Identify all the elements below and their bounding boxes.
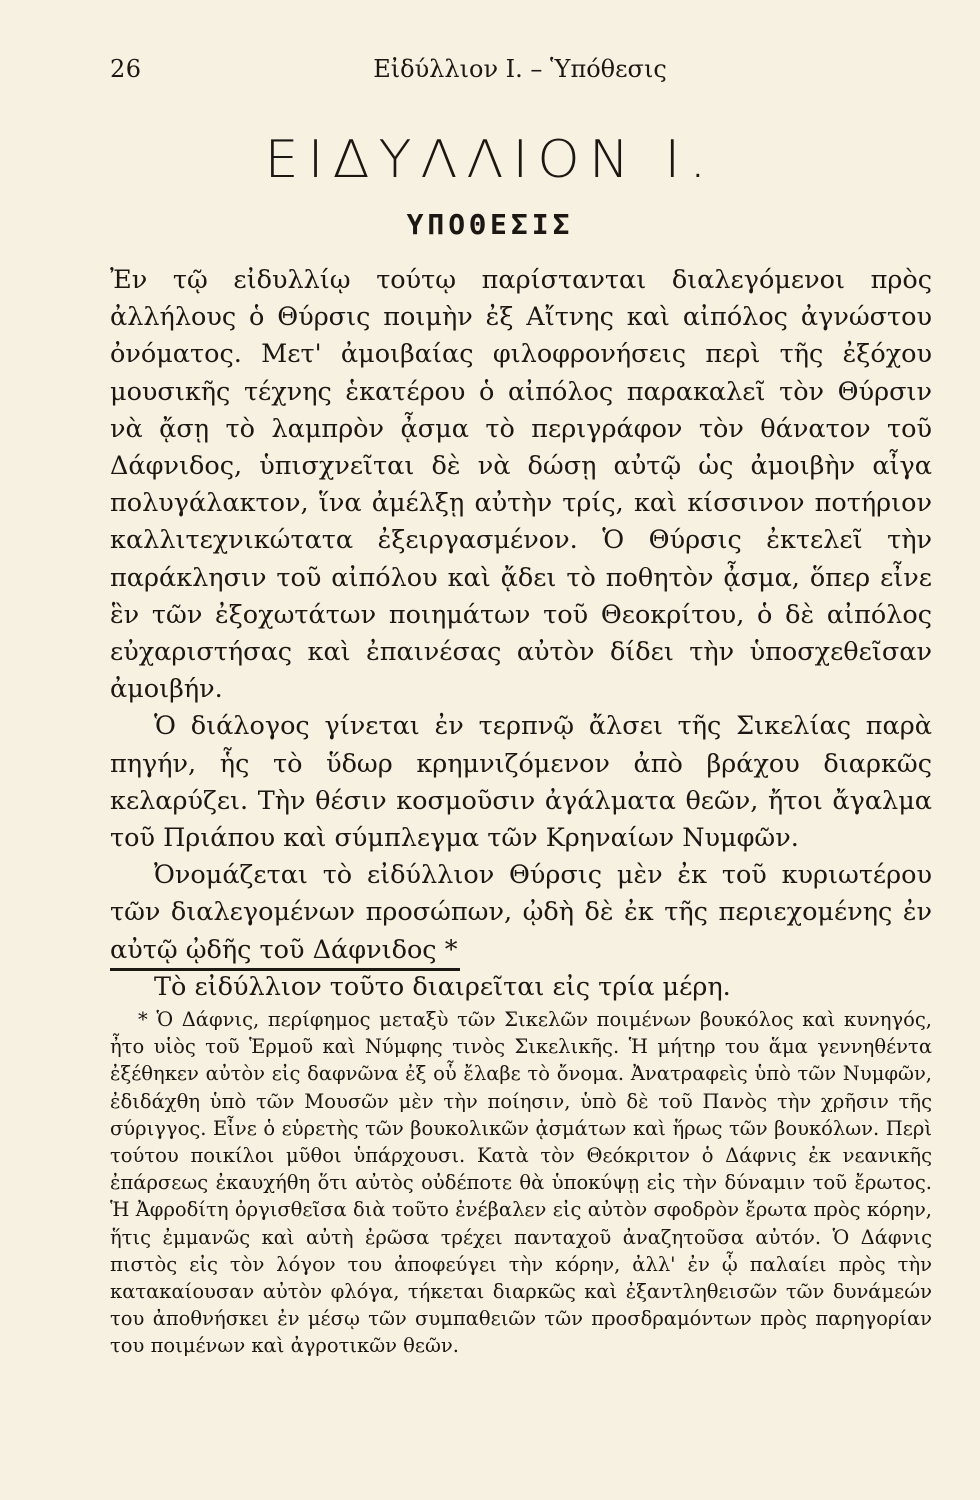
running-head: Εἰδύλλιον Ι. – Ὑπόθεσις	[373, 55, 667, 83]
footnote-divider	[110, 968, 460, 971]
section-subtitle: ΥΠΟΘΕΣΙΣ	[406, 208, 574, 241]
body-paragraph-2: Ὁ διάλογος γίνεται ἐν τερπνῷ ἄλσει τῆς Σικελίας παρὰ πηγήν, ἧς τὸ ὕδωρ κρημνιζόμενον ἀπὸ βράχου διαρκῶς κελαρύζει. Τὴν θέσιν κοσμοῦσιν ἀγάλματα θεῶν, ἤτοι ἄγαλμα τοῦ Πριάπου καὶ σύμπλεγμα τῶν Κρηναίων Νυμφῶν.	[110, 711, 932, 854]
body-paragraph-4: Τὸ εἰδύλλιον τοῦτο διαιρεῖται εἰς τρία μέρη.	[154, 971, 731, 1002]
footnote-text: * Ὁ Δάφνις, περίφημος μεταξὺ τῶν Σικελῶν ποιμένων βουκόλος καὶ κυνηγός, ἦτο υἱὸς τοῦ Ἑρμοῦ καὶ Νύμφης τινὸς Σικελικῆς. Ἡ μήτηρ του ἅμα γεννηθέντα ἐξέθηκεν αὐτὸν εἰς δαφνῶνα ἐξ οὗ ἔλαβε τὸ ὄνομα. Ἀνατραφεὶς ὑπὸ τῶν Νυμφῶν, ἐδιδάχθη ὑπὸ τῶν Μουσῶν μὲν τὴν ποίησιν, ὑπὸ δὲ τοῦ Πανὸς τὴν χρῆσιν τῆς σύριγγος. Εἶνε ὁ εὑρετὴς τῶν βουκολικῶν ᾀσμάτων καὶ ἥρως τῶν βουκόλων. Περὶ τούτου ποικίλοι μῦθοι ὑπάρχουσι. Κατὰ τὸν Θεόκριτον ὁ Δάφνις ἐκ νεανικῆς ἐπάρσεως ἐκαυχήθη ὅτι αὐτὸς οὐδέποτε θὰ ὑποκύψῃ εἰς τὴν δύναμιν τοῦ ἔρωτος. Ἡ Ἀφροδίτη ὀργισθεῖσα διὰ τοῦτο ἐνέβαλεν εἰς αὐτὸν σφοδρὸν ἔρωτα πρὸς κόρην, ἥτις ἐμμανῶς καὶ αὐτὴ ἐρῶσα τρέχει πανταχοῦ ἀναζητοῦσα αὐτόν. Ὁ Δάφνις πιστὸς εἰς τὸν λόγον του ἀποφεύγει τὴν κόρην, ἀλλ' ἐν ᾧ παλαίει πρὸς τὴν κατακαίουσαν αὐτὸν φλόγα, τήκεται διαρκῶς καὶ ἐξαντληθεισῶν τῶν δυνάμεών του ἀποθνήσκει ἐν μέσῳ τῶν συμπαθειῶν τῶν προσδραμόντων πρὸς παρηγορίαν του ποιμένων καὶ ἀγροτικῶν θεῶν.	[110, 1008, 932, 1358]
page-title: ΕΙΔΥΛΛΙΟΝ Ι.	[264, 129, 716, 190]
body-paragraph-3: Ὀνομάζεται τὸ εἰδύλλιον Θύρσις μὲν ἐκ τοῦ κυριωτέρου τῶν διαλεγομένων προσώπων, ᾠδὴ δὲ ἐκ τῆς περιεχομένης ἐν αὐτῷ ᾠδῆς τοῦ Δάφνιδος *	[110, 860, 932, 965]
page-number: 26	[110, 55, 142, 83]
footnote	[110, 1006, 932, 1360]
body-text	[110, 262, 932, 1006]
body-paragraph-1: Ἐν τῷ εἰδυλλίῳ τούτῳ παρίστανται διαλεγόμενοι πρὸς ἀλλήλους ὁ Θύρσις ποιμὴν ἐξ Αἴτνης καὶ αἰπόλος ἀγνώστου ὀνόματος. Μετ' ἀμοιβαίας φιλοφρονήσεις περὶ τῆς ἐξόχου μουσικῆς τέχνης ἑκατέρου ὁ αἰπόλος παρακαλεῖ τὸν Θύρσιν νὰ ᾄσῃ τὸ λαμπρὸν ᾆσμα τὸ περιγράφον τὸν θάνατον τοῦ Δάφνιδος, ὑπισχνεῖται δὲ νὰ δώσῃ αὐτῷ ὡς ἀμοιβὴν αἶγα πολυγάλακτον, ἵνα ἀμέλξῃ αὐτὴν τρίς, καὶ κίσσινον ποτήριον καλλιτεχνικώτατα ἐξειργασμένον. Ὁ Θύρσις ἐκτελεῖ τὴν παράκλησιν τοῦ αἰπόλου καὶ ᾄδει τὸ ποθητὸν ᾆσμα, ὅπερ εἶνε ἓν τῶν ἐξοχωτάτων ποιημάτων τοῦ Θεοκρίτου, ὁ δὲ αἰπόλος εὐχαριστήσας καὶ ἐπαινέσας αὐτὸν δίδει τὴν ὑποσχεθεῖσαν ἀμοιβήν.	[110, 265, 932, 705]
